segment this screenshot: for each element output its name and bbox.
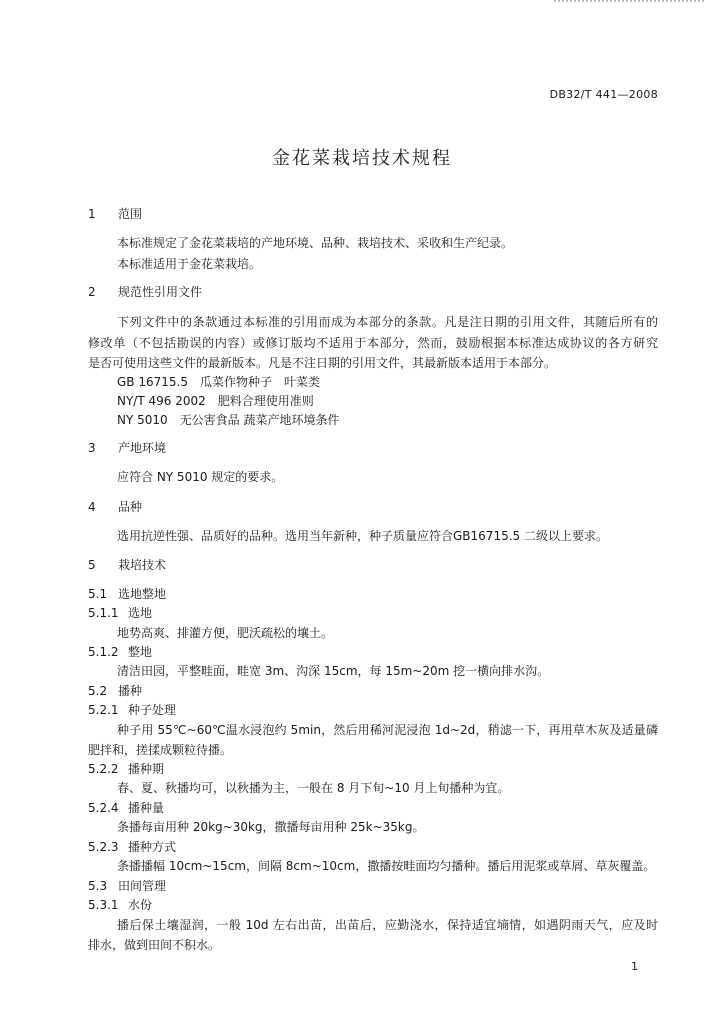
section-number: 5 bbox=[88, 558, 96, 572]
reference-item: NY/T 496 2002 肥料合理使用准则 bbox=[117, 394, 314, 408]
section-number: 3 bbox=[88, 441, 96, 455]
section-5-heading bbox=[88, 557, 658, 573]
section-number: 5.2.2 bbox=[88, 762, 119, 776]
paragraph-line: 下列文件中的条款通过本标准的引用而成为本部分的条款。凡是注日期的引用文件，其随后所有的 bbox=[117, 315, 658, 329]
section-4-heading bbox=[88, 499, 658, 515]
section-title: 整地 bbox=[128, 645, 153, 659]
paragraph: 条播每亩用种 20kg~30kg，撒播每亩用种 25k~35kg。 bbox=[117, 820, 425, 834]
section-title: 播种量 bbox=[128, 801, 165, 815]
paragraph-line: 是否可使用这些文件的最新版本。凡是不注日期的引用文件，其最新版本适用于本部分。 bbox=[88, 356, 557, 370]
paragraph: 春、夏、秋播均可，以秋播为主，一般在 8 月下旬~10 月上旬播种为宜。 bbox=[117, 781, 510, 795]
section-title: 水份 bbox=[128, 898, 153, 912]
section-title: 产地环境 bbox=[118, 441, 167, 455]
section-title: 选地 bbox=[128, 606, 153, 620]
section-title: 选地整地 bbox=[118, 587, 167, 601]
standard-code: DB32/T 441—2008 bbox=[549, 88, 658, 101]
paragraph: 地势高爽、排灌方便，肥沃疏松的壤土。 bbox=[117, 626, 334, 640]
subsection-5-3-heading bbox=[88, 878, 658, 894]
section-number: 1 bbox=[88, 207, 96, 221]
section-number: 5.2.3 bbox=[88, 840, 119, 854]
paragraph-line: 修改单（不包括勘误的内容）或修订版均不适用于本部分，然而，鼓励根据本标准达成协议的各方研究 bbox=[88, 336, 658, 350]
page-number: 1 bbox=[631, 960, 638, 973]
section-number: 5.1.1 bbox=[88, 606, 119, 620]
section-title: 规范性引用文件 bbox=[118, 285, 203, 299]
document-title: 金花菜栽培技术规程 bbox=[272, 148, 452, 169]
section-2-heading bbox=[88, 284, 658, 300]
subsection-5-1-heading bbox=[88, 586, 658, 602]
section-title: 播种 bbox=[118, 684, 143, 698]
reference-item: NY 5010 无公害食品 蔬菜产地环境条件 bbox=[117, 413, 340, 427]
section-title: 种子处理 bbox=[128, 703, 177, 717]
paragraph: 本标准规定了金花菜栽培的产地环境、品种、栽培技术、采收和生产纪录。 bbox=[117, 236, 514, 250]
paragraph-line: 种子用 55℃~60℃温水浸泡约 5min，然后用稀河泥浸泡 1d~2d，稍滤一下，再用草木灰及适量磷 bbox=[117, 723, 658, 737]
subsection-5-1-2-heading bbox=[88, 644, 658, 660]
section-number: 4 bbox=[88, 500, 96, 514]
subsection-5-2-4-heading bbox=[88, 800, 658, 816]
paragraph-line: 播后保土壤湿润，一般 10d 左右出苗，出苗后，应勤浇水，保持适宜墒情，如遇阴雨天气，应及时 bbox=[117, 918, 658, 932]
section-number: 5.2.1 bbox=[88, 703, 119, 717]
section-title: 播种期 bbox=[128, 762, 165, 776]
paragraph: 本标准适用于金花菜栽培。 bbox=[117, 257, 262, 271]
paragraph: 选用抗逆性强、品质好的品种。选用当年新种，种子质量应符合GB16715.5 二级以上要求。 bbox=[117, 529, 608, 543]
paragraph: 清洁田园，平整畦面，畦宽 3m、沟深 15cm，每 15m~20m 挖一横向排水沟。 bbox=[117, 664, 550, 678]
section-number: 5.2 bbox=[88, 684, 108, 698]
subsection-5-1-1-heading bbox=[88, 605, 658, 621]
paragraph-line: 肥拌和，搓揉成颗粒待播。 bbox=[88, 743, 233, 757]
section-number: 5.1.2 bbox=[88, 645, 119, 659]
paragraph: 应符合 NY 5010 规定的要求。 bbox=[117, 470, 284, 484]
scan-mark bbox=[554, 0, 704, 6]
section-number: 2 bbox=[88, 285, 96, 299]
section-1-heading bbox=[88, 206, 658, 222]
subsection-5-3-1-heading bbox=[88, 897, 658, 913]
section-title: 品种 bbox=[118, 500, 143, 514]
subsection-5-2-2-heading bbox=[88, 761, 658, 777]
section-title: 播种方式 bbox=[128, 840, 177, 854]
section-title: 田间管理 bbox=[118, 879, 167, 893]
section-number: 5.1 bbox=[88, 587, 108, 601]
reference-item: GB 16715.5 瓜菜作物种子 叶菜类 bbox=[117, 375, 320, 389]
paragraph-line: 排水，做到田间不积水。 bbox=[88, 938, 221, 952]
section-title: 栽培技术 bbox=[118, 558, 167, 572]
section-title: 范围 bbox=[118, 207, 143, 221]
section-number: 5.2.4 bbox=[88, 801, 119, 815]
section-3-heading bbox=[88, 440, 658, 456]
section-number: 5.3.1 bbox=[88, 898, 119, 912]
paragraph: 条播播幅 10cm~15cm，间隔 8cm~10cm，撒播按畦面均匀播种。播后用泥浆或草屑、草灰覆盖。 bbox=[117, 859, 656, 873]
subsection-5-2-3-heading bbox=[88, 839, 658, 855]
section-number: 5.3 bbox=[88, 879, 108, 893]
subsection-5-2-1-heading bbox=[88, 702, 658, 718]
subsection-5-2-heading bbox=[88, 683, 658, 699]
